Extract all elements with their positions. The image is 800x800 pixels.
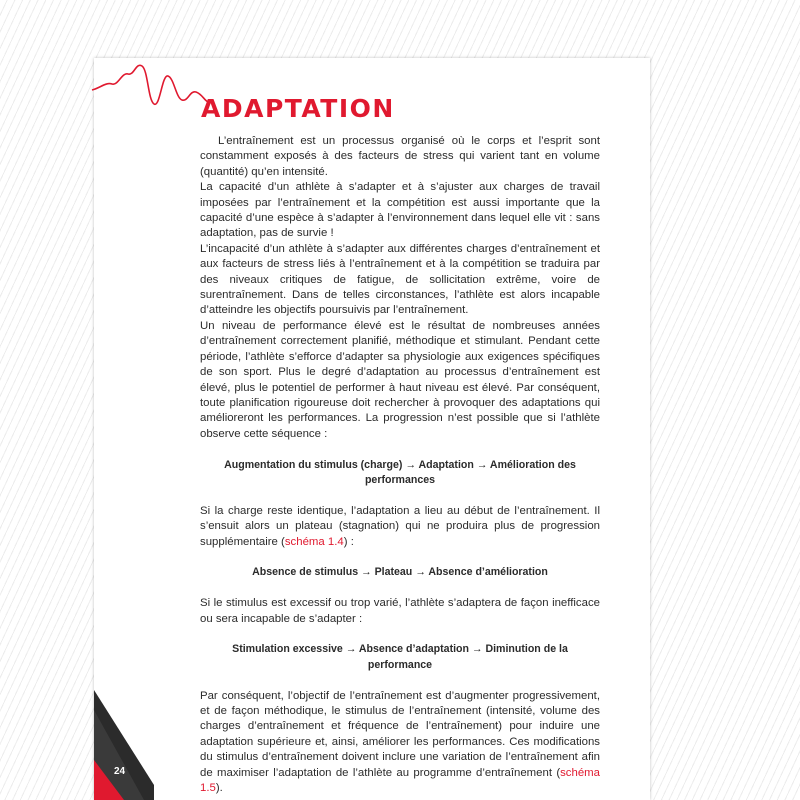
body-text	[200, 134, 600, 796]
schema-reference-link[interactable]: schéma 1.4	[284, 535, 344, 548]
paragraph: La capacité d’un athlète à s’adapter et à s’ajuster aux charges de travail imposées par l’entraînement et la compétition est aussi importante que la capacité d’une espèce à s’adapter à l’environnement dans lequel elle vit : sans adaptation, pas de survie !	[200, 181, 600, 240]
sequence-formula: Absence de stimulus → Plateau → Absence d’amélioration	[252, 566, 548, 579]
heartbeat-wave-decoration	[90, 60, 210, 110]
schema-reference-link[interactable]: schéma 1.5	[200, 766, 600, 794]
paragraph: L’entraînement est un processus organisé où le corps et l’esprit sont constamment exposés à des facteurs de stress qui varient tant en volume (quantité) qu’en intensité.	[200, 135, 600, 178]
page-number: 24	[114, 766, 126, 777]
paragraph: Par conséquent, l’objectif de l’entraînement est d’augmenter progressivement, et de façon méthodique, le stimulus de l’entraînement (intensité, volume des charges d’entraînement et fréquence de l’entraînement) pour induire une adaptation supérieure et, ainsi, améliorer les performances. Ces modifications du stimulus d’entraînement doivent inclure une variation de l’entraînement afin de maximiser l’adaptation de l’athlète au programme d’entraînement (schéma 1.5).	[200, 689, 600, 794]
paragraph: Si le stimulus est excessif ou trop varié, l’athlète s’adaptera de façon inefficace ou sera incapable de s’adapter :	[200, 597, 600, 625]
paragraph: Un niveau de performance élevé est le résultat de nombreuses années d’entraînement correctement planifié, méthodique et stimulant. Pendant cette période, l’athlète s’efforce d’adapter sa physiologie aux exigences spécifiques de son sport. Plus le degré d’adaptation au processus d’entraînement est élevé, plus le potentiel de performer à haut niveau est élevé. Par conséquent, toute planification rigoureuse doit rechercher à provoquer des adaptations qui amélioreront les performances. La progression n’est possible que si l’athlète observe cette séquence :	[200, 319, 600, 440]
sequence-formula: Stimulation excessive → Absence d’adaptation → Diminution de la performance	[232, 643, 568, 671]
paragraph: Si la charge reste identique, l’adaptation a lieu au début de l’entraînement. Il s’ensuit alors un plateau (stagnation) qui ne produira plus de progression supplémentaire (schéma 1.4) :	[200, 504, 600, 548]
page-title: ADAPTATION	[201, 94, 395, 123]
sequence-formula: Augmentation du stimulus (charge) → Adaptation → Amélioration des performances	[224, 458, 576, 486]
paragraph: L’incapacité d’un athlète à s’adapter aux différentes charges d’entraînement et aux facteurs de stress liés à l’entraînement et à la compétition se traduira par des niveaux critiques de fatigue, de sollicitation extrême, voire de surentraînement. Dans de telles circonstances, l’athlète est alors incapable d’atteindre les objectifs poursuivis par l’entraînement.	[200, 242, 600, 317]
corner-decoration	[94, 690, 154, 800]
